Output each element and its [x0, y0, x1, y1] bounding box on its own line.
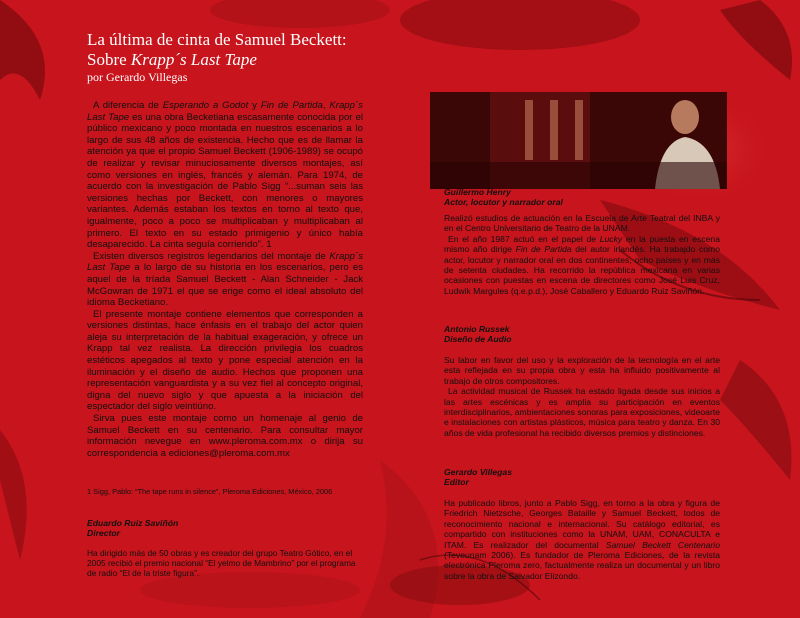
paragraph-3: El presente montaje contiene elementos que corresponden a versiones distintas, hace énfasis en el trabajo del actor quien aleja su interpretación de la habitual exageración, y ofrece un Krapp tal vez realista. La dirección privilegia los cuadros estéticos apegados al texto y pone especial atención en la iluminación y el diseño de audio. Hechos que proponen una representación vanguardista y a su vez fiel al concepto original, digna del nuevo siglo y que apuesta a la iniciación del espectador del siglo veintiúno. [87, 308, 363, 413]
text-run: Ha publicado libros, junto a Pablo Sigg, en torno a la obra y figura de Friedrich Nietzsche, Georges Bataille y Samuel Beckett, todos de reconocimiento nacional e internacional. Su catálogo editorial, es compartido con instituciones como la UNAM, UAM, CONACULTA e ITAM. Es realizador del documental [444, 498, 720, 550]
director-name: Eduardo Ruiz Saviñón [87, 518, 179, 528]
title-play-name: Krapp´s Last Tape [130, 50, 257, 69]
text-italic: Fin de Partida [260, 100, 323, 111]
actor-credit [444, 187, 720, 208]
title-prefix: Sobre [87, 50, 131, 69]
stage-photo-image [430, 92, 727, 189]
actor-bio [444, 213, 720, 296]
text-italic: Lucky [599, 233, 623, 244]
text-italic: Fin de Partida [515, 244, 572, 255]
director-credit [87, 518, 367, 539]
title-line-2 [87, 50, 387, 70]
audio-bio-2: La actividad musical de Russek ha estado ligada desde sus inicios a las artes escénicas y es amplia su participación en eventos interdisciplinarios, ambientaciones sonoras para exposiciones, videoarte e instalaciones con artistas plásticos, música para teatro y danza. En 30 años de vida profesional ha recibido diversos premios y distinciones. [444, 386, 720, 438]
audio-bio-1: Su labor en favor del uso y la exploración de la tecnología en el arte esta reflejada en su propia obra y esta ha influido positivamente al trabajo de otros compositores. [444, 355, 720, 386]
text-italic: Samuel Beckett Centenario [605, 539, 720, 550]
editor-role: Editor [444, 477, 469, 488]
editor-bio [444, 498, 720, 581]
text-italic: Krapp´s Last Tape [87, 100, 363, 123]
text-run: (Teveunam 2006). Es fundador de Pleroma Ediciones, de la revista electrónica Pleroma zero, factualmente realiza un documental y un libro sobre la obra de Salvador Elizondo. [444, 550, 720, 581]
footnote: 1 Sigg, Pablo: “The tape runs in silence”, Pleroma Ediciones, México, 2006 [87, 487, 333, 496]
article-title [87, 30, 387, 84]
paragraph-4: Sirva pues este montaje como un homenaje al genio de Samuel Beckett en su centenario. Para consultar mayor información nevegue en www.pleroma.com.mx o dirija su correspondencia a ediciones@pleroma.com.mx [87, 413, 363, 459]
director-bio: Ha dirigido más de 50 obras y es creador del grupo Teatro Gótico, en el 2005 recibió el premio nacional “El yelmo de Mambrino” por el programa de radio “El de la triste figura”. [87, 548, 356, 579]
text-italic: Esperando a Godot [162, 100, 249, 111]
paragraph-1 [87, 100, 363, 251]
main-article-body [87, 100, 363, 459]
title-line-1: La última de cinta de Samuel Beckett: [87, 30, 347, 49]
text-run: a lo largo de su historia en los escenarios, pero es aquel de la tríada Samuel Beckett - Alan Schneider - Jack McGowran de 1971 el que se erige como el ideal absoluto del idioma Becketiano. [87, 262, 363, 309]
text-run: Existen diversos registros legendarios del montaje de [93, 250, 330, 262]
text-run: y [248, 100, 261, 111]
text-run: en la puesta en escena mismo año dirige [444, 233, 720, 255]
text-run: , [322, 100, 330, 111]
audio-credit [444, 324, 720, 345]
actor-name: Guillermo Henry [444, 187, 511, 197]
editor-name: Gerardo Villegas [444, 467, 512, 477]
actor-bio-2 [444, 234, 720, 296]
text-run: A diferencia de [93, 100, 163, 111]
audio-bio [444, 355, 720, 438]
text-run: es una obra Becketiana escasamente conocida por el público mexicano y poco montada en nuestros escenarios a lo largo de sus 48 años de existencia. Hecho que es de llamar la atención ya que el propio Samuel Beckett (1906-1989) se ocupó de realizar y revisar minuciosamente diversos montajes, así como versiones en inglés, francés y alemán. Para 1974, de acuerdo con la investigación de Pablo Sigg “...suman seis las versiones hechas por Beckett, con menores o mayores variantes. Además estaban los textos en torno al texto que, igualmente, poco a poco se multiplicaban y multiplicaban al primero. El texto en su estado primigenio y único había desaparecido. La cinta seguía corriendo”. 1 [87, 111, 363, 251]
actor-bio-1: Realizó estudios de actuación en la Escuela de Arte Teatral del INBA y en el Centro Universitario de Teatro de la UNAM. [444, 213, 720, 234]
byline: por Gerardo Villegas [87, 70, 188, 84]
stage-photo [430, 92, 727, 189]
audio-name: Antonio Russek [444, 324, 510, 334]
editor-credit [444, 467, 720, 488]
editor-bio-1 [444, 498, 720, 581]
text-run: En el año 1987 actuó en el papel de [448, 233, 600, 244]
text-italic: Krapp´s Last Tape [87, 250, 363, 274]
audio-role: Diseño de Audio [444, 334, 512, 345]
paragraph-2 [87, 251, 363, 309]
actor-role: Actor, locutor y narrador oral [444, 197, 563, 208]
director-role: Director [87, 528, 120, 539]
text-run: del autor irlandés. Ha trabajdo como actor, locutor y narrador oral en dos continentes, ocho países y en más de setenta ciudades. Ha recorrido la república mexicana en varias ocasiones con puestas en escena de directores como José Luis Cruz, Ludwik Margules (q.e.p.d.), José Caballero y Eduardo Ruiz Saviñón. [444, 244, 720, 296]
